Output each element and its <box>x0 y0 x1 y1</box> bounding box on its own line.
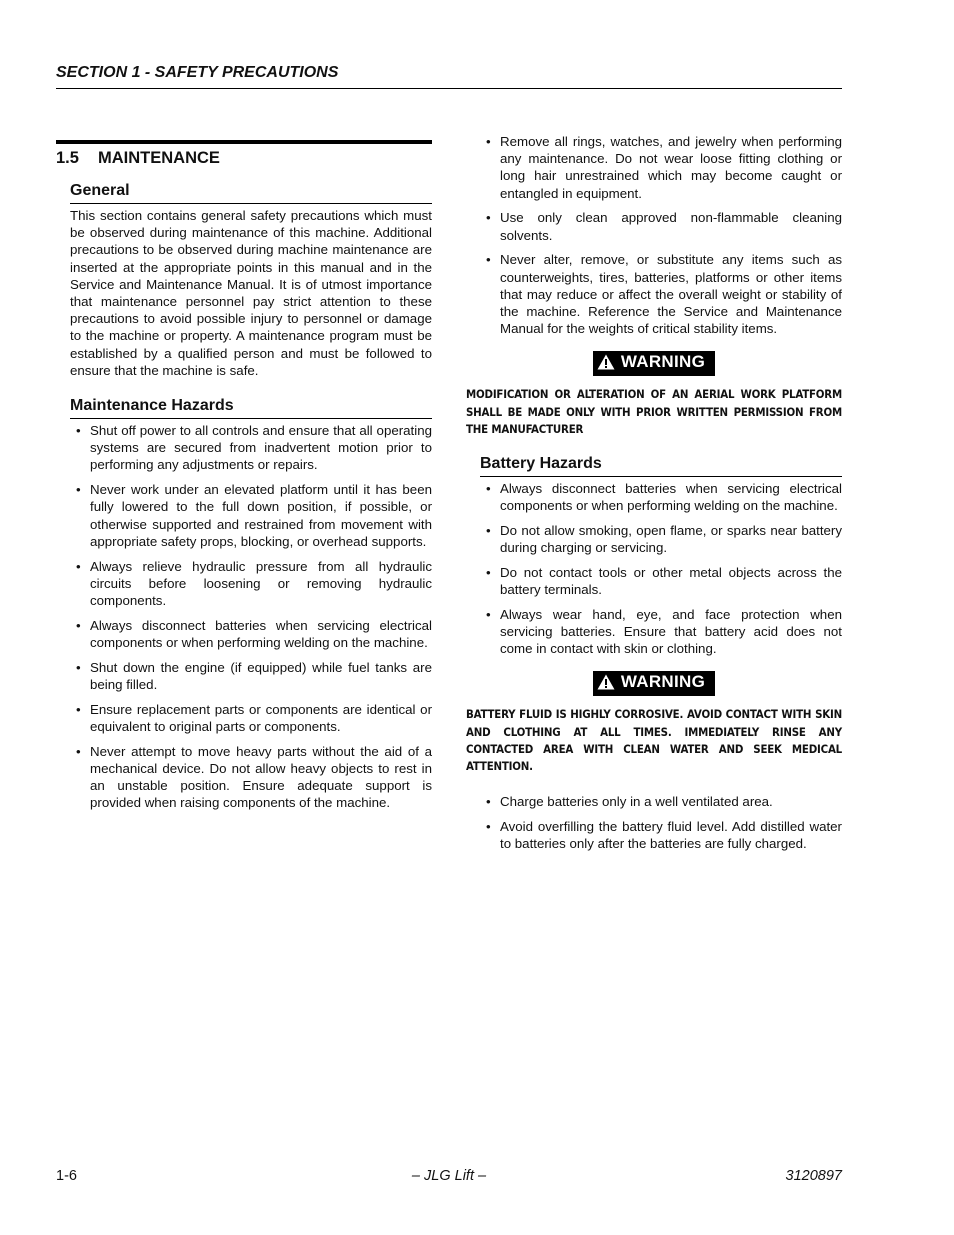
general-paragraph: This section contains general safety precautions which must be observed during maintenance of this machine. Additional precautions to be observed during machine maintenance are inserted at the appropriate points in this manual and in the Service and Maintenance Manual. It is of utmost importance that maintenance personnel pay strict attention to these precautions to avoid possible injury to personnel or damage to the machine or property. A maintenance program must be established by a qualified person and must be followed to ensure that the machine is safe. <box>70 208 432 378</box>
list-item: • Never attempt to move heavy parts without the aid of a mechanical device. Do not allow heavy objects to rest in an unstable position. Ensure adequate support is provided when raising components of the machine. <box>76 743 432 811</box>
battery-hazards-heading: Battery Hazards <box>480 455 842 477</box>
right-column <box>466 133 842 860</box>
left-column <box>56 140 432 819</box>
section-title <box>56 140 432 168</box>
section-name: MAINTENANCE <box>98 149 220 167</box>
list-item: • Always disconnect batteries when servicing electrical components or when performing welding on the machine. <box>486 480 842 513</box>
page-number: 1-6 <box>56 1168 77 1184</box>
warning-triangle-icon <box>597 674 615 696</box>
warning-text-2: BATTERY FLUID IS HIGHLY CORROSIVE. AVOID CONTACT WITH SKIN AND CLOTHING AT ALL TIMES. IMMEDIATELY RINSE ANY CONTACTED AREA WITH CLEAN WATER AND SEEK MEDICAL ATTENTION. <box>466 707 842 774</box>
list-item: • Use only clean approved non-flammable cleaning solvents. <box>486 210 842 243</box>
list-item: • Never work under an elevated platform until it has been fully lowered to the full down position, if possible, or otherwise supported and restrained from movement with appropriate safety props, blocking, or overhead supports. <box>76 482 432 549</box>
list-item: • Charge batteries only in a well ventilated area. <box>486 793 773 809</box>
list-item: • Always relieve hydraulic pressure from all hydraulic circuits before loosening or removing hydraulic components. <box>76 558 432 609</box>
list-item: • Do not allow smoking, open flame, or sparks near battery during charging or servicing. <box>486 522 842 555</box>
list-item: • Do not contact tools or other metal objects across the battery terminals. <box>486 564 842 597</box>
document-number: 3120897 <box>785 1168 842 1184</box>
warning-badge: WARNING <box>593 351 715 376</box>
section-header: SECTION 1 - SAFETY PRECAUTIONS <box>56 64 842 89</box>
list-item: • Always disconnect batteries when servicing electrical components or when performing welding on the machine. <box>76 617 432 651</box>
maintenance-hazards-heading: Maintenance Hazards <box>70 397 432 419</box>
publisher-name: – JLG Lift – <box>411 1168 487 1184</box>
warning-box-1 <box>466 351 842 376</box>
general-heading: General <box>70 182 432 204</box>
list-item: • Shut down the engine (if equipped) while fuel tanks are being filled. <box>76 659 432 693</box>
list-item: • Ensure replacement parts or components are identical or equivalent to original parts or components. <box>76 701 432 735</box>
maintenance-hazards-list <box>56 422 432 812</box>
battery-hazards-list <box>466 480 842 658</box>
list-item: • Always wear hand, eye, and face protection when servicing batteries. Ensure that battery acid does not come in contact with skin or clothing. <box>486 606 842 657</box>
list-item: • Avoid overfilling the battery fluid level. Add distilled water to batteries only after the batteries are fully charged. <box>486 818 842 851</box>
warning-triangle-icon <box>597 354 615 376</box>
warning-text-1: MODIFICATION OR ALTERATION OF AN AERIAL WORK PLATFORM SHALL BE MADE ONLY WITH PRIOR WRITTEN PERMISSION FROM THE MANUFACTURER <box>466 387 842 437</box>
warning-badge: WARNING <box>593 671 715 696</box>
page-footer <box>56 1168 842 1188</box>
battery-charging-list <box>466 793 842 852</box>
list-item: • Remove all rings, watches, and jewelry when performing any maintenance. Do not wear loose fitting clothing or long hair unrestrained which may become caught or entangled in equipment. <box>486 134 842 201</box>
warning-box-2 <box>466 671 842 696</box>
list-item: • Never alter, remove, or substitute any items such as counterweights, tires, batteries, platforms or other items that may reduce or affect the overall weight or stability of the machine. Reference the Service and Maintenance Manual for the weights of critical stability items. <box>486 252 842 337</box>
general-precautions-list <box>466 133 842 337</box>
section-number: 1.5 <box>56 149 79 167</box>
list-item: • Shut off power to all controls and ensure that all operating systems are secured from inadvertent motion prior to performing any adjustments or repairs. <box>76 423 432 473</box>
